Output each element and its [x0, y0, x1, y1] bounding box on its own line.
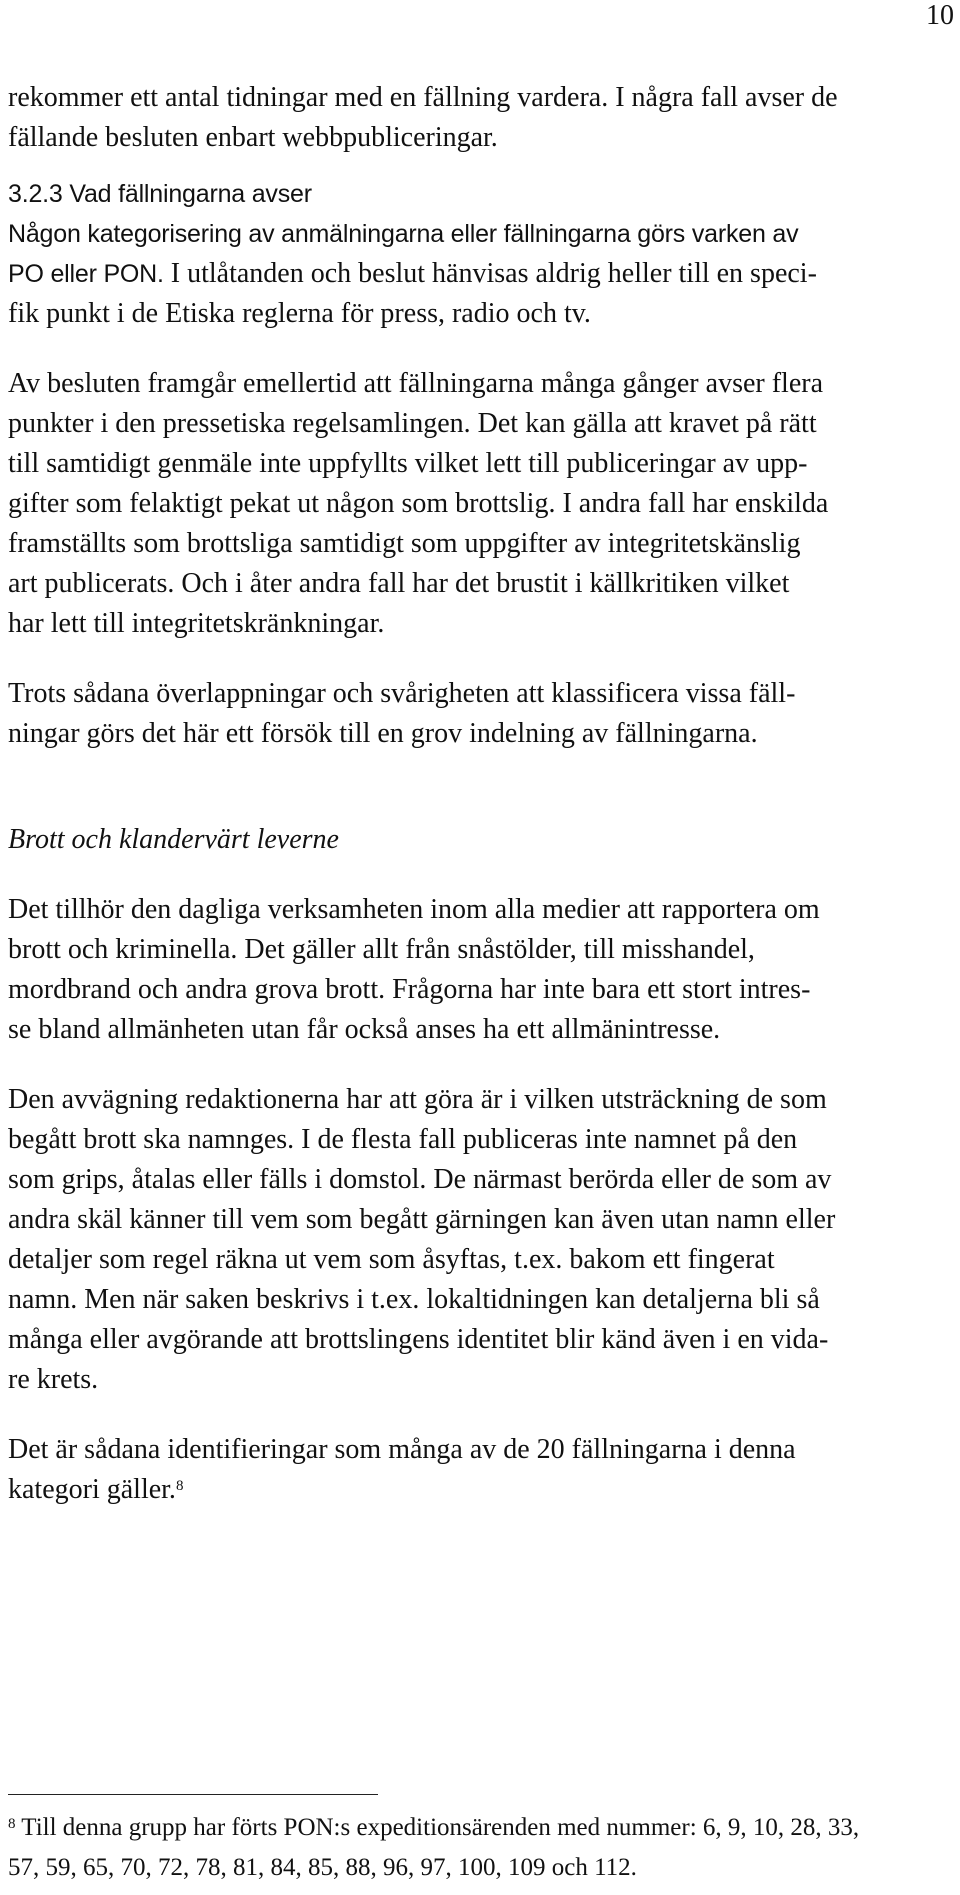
footnote-divider	[8, 1794, 378, 1795]
text-line	[8, 254, 948, 294]
text-fragment: I utlåtanden och beslut hänvisas aldrig heller till en speci-	[163, 258, 817, 289]
text-line: som grips, åtalas eller fälls i domstol. De närmast berörda eller de som av	[8, 1164, 832, 1195]
text-fragment: Till denna grupp har förts PON:s expeditionsärenden med nummer: 6, 9, 10, 28, 33,	[15, 1814, 860, 1841]
text-line: namn. Men när saken beskrivs i t.ex. lokaltidningen kan detaljerna bli så	[8, 1284, 820, 1315]
text-line: se bland allmänheten utan får också anses ha ett allmänintresse.	[8, 1014, 721, 1045]
text-line: punkter i den pressetiska regelsamlingen. Det kan gälla att kravet på rätt	[8, 408, 817, 439]
text-line: andra skäl känner till vem som begått gärningen kan även utan namn eller	[8, 1204, 836, 1235]
text-line: mordbrand och andra grova brott. Frågorna har inte bara ett stort intres-	[8, 974, 811, 1005]
text-line: rekommer ett antal tidningar med en fällning vardera. I några fall avser de	[8, 82, 838, 113]
text-line: många eller avgörande att brottslingens identitet blir känd även i en vida-	[8, 1324, 829, 1355]
text-line: Av besluten framgår emellertid att fällningarna många gånger avser flera	[8, 368, 823, 399]
footnote-line	[8, 1808, 948, 1848]
document-body	[8, 78, 948, 1510]
text-line: Det tillhör den dagliga verksamheten inom alla medier att rapportera om	[8, 894, 820, 925]
subsection-paragraph-1	[8, 890, 948, 1050]
text-line	[8, 1470, 948, 1510]
text-line: fik punkt i de Etiska reglerna för press, radio och tv.	[8, 298, 591, 329]
text-line: ningar görs det här ett försök till en grov indelning av fällningarna.	[8, 718, 758, 749]
section-paragraph-3	[8, 674, 948, 754]
footnote	[8, 1808, 948, 1888]
footnote-line: 57, 59, 65, 70, 72, 78, 81, 84, 85, 88, 96, 97, 100, 109 och 112.	[8, 1854, 637, 1881]
text-line: fällande besluten enbart webbpubliceringar.	[8, 122, 498, 153]
page-number: 10	[926, 0, 954, 31]
text-line: detaljer som regel räkna ut vem som åsyftas, t.ex. bakom ett fingerat	[8, 1244, 775, 1275]
text-line: framställts som brottsliga samtidigt som uppgifter av integritetskänslig	[8, 528, 801, 559]
text-line: Den avvägning redaktionerna har att göra är i vilken utsträckning de som	[8, 1084, 827, 1115]
subsection-paragraph-3	[8, 1430, 948, 1510]
text-fragment: PO eller PON.	[8, 260, 164, 288]
section-paragraph-2	[8, 364, 948, 644]
text-line: begått brott ska namnges. I de flesta fall publiceras inte namnet på den	[8, 1124, 798, 1155]
footnote-reference[interactable]: 8	[175, 1478, 184, 1494]
text-line: Någon kategorisering av anmälningarna eller fällningarna görs varken av	[8, 220, 799, 248]
text-line: gifter som felaktigt pekat ut någon som brottslig. I andra fall har enskilda	[8, 488, 829, 519]
section-heading: 3.2.3 Vad fällningarna avser	[8, 180, 312, 208]
text-line: Trots sådana överlappningar och svårigheten att klassificera vissa fäll-	[8, 678, 796, 709]
subsection-paragraph-2	[8, 1080, 948, 1400]
text-line: har lett till integritetskränkningar.	[8, 608, 385, 639]
text-line: re krets.	[8, 1364, 99, 1395]
text-line: Det är sådana identifieringar som många av de 20 fällningarna i denna	[8, 1434, 796, 1465]
intro-paragraph	[8, 78, 948, 158]
text-line: brott och kriminella. Det gäller allt från snåstölder, till misshandel,	[8, 934, 755, 965]
text-line: till samtidigt genmäle inte uppfyllts vilket lett till publiceringar av upp-	[8, 448, 808, 479]
section-paragraph-1	[8, 214, 948, 334]
footnote-marker: 8	[8, 1816, 16, 1832]
subsection-heading: Brott och klandervärt leverne	[8, 824, 339, 855]
text-fragment: kategori gäller.	[8, 1474, 176, 1505]
text-line: art publicerats. Och i åter andra fall har det brustit i källkritiken vilket	[8, 568, 790, 599]
